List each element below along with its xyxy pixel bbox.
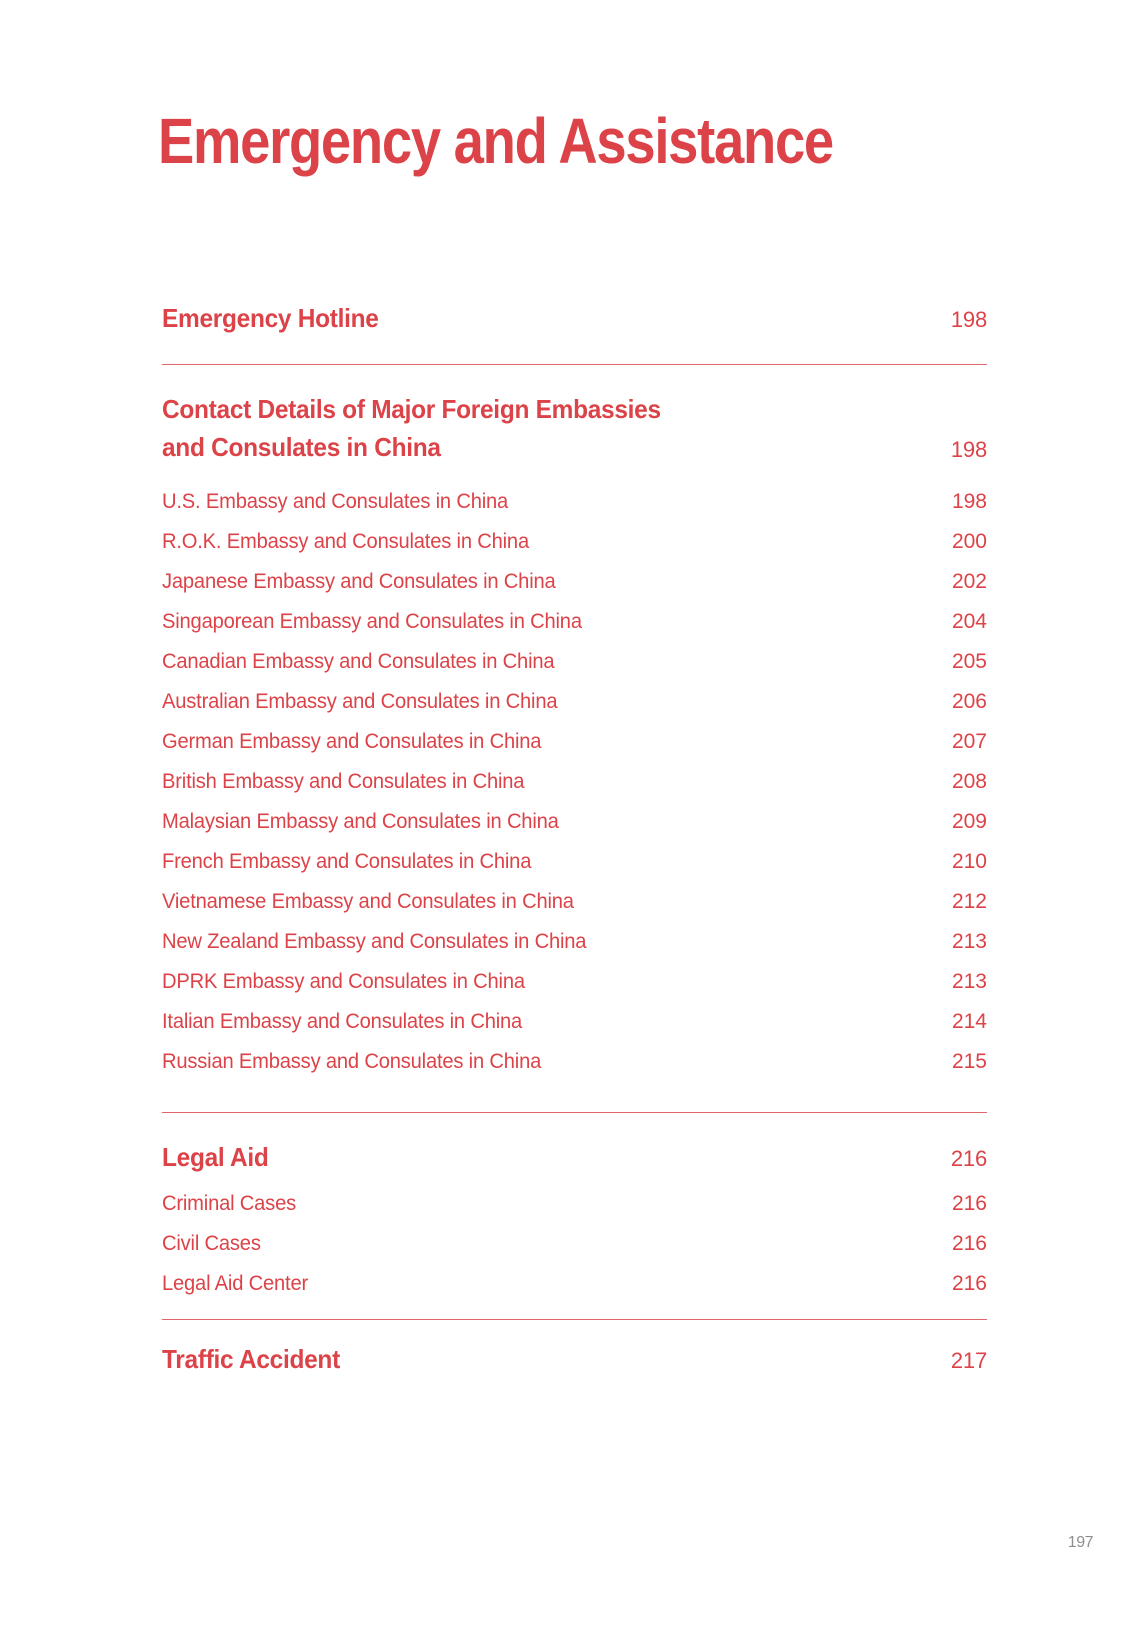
toc-entry-label: Canadian Embassy and Consulates in China: [162, 650, 555, 673]
toc-entry-page-number: 208: [951, 770, 987, 793]
toc-entry-label: Malaysian Embassy and Consulates in China: [162, 810, 559, 833]
toc-entry-page-number: 213: [951, 970, 987, 993]
toc-entry-british-embassy: [162, 770, 987, 794]
toc-entry-page-number: 215: [951, 1050, 987, 1073]
section-title: Legal Aid: [162, 1142, 269, 1172]
toc-section-traffic-accident: [162, 1344, 987, 1375]
section-page-number: 198: [950, 437, 987, 462]
toc-entry-label: German Embassy and Consulates in China: [162, 730, 542, 753]
toc-entry-label: Australian Embassy and Consulates in China: [162, 690, 558, 713]
toc-entry-page-number: 216: [951, 1232, 987, 1255]
toc-entry-label: Legal Aid Center: [162, 1272, 308, 1295]
toc-section-legal-aid: [162, 1142, 987, 1173]
section-page-number: 217: [950, 1348, 987, 1373]
toc-entry-us-embassy: [162, 490, 987, 514]
section-title: [162, 390, 661, 466]
divider-rule: [162, 1112, 987, 1113]
toc-entry-vietnamese-embassy: [162, 890, 987, 914]
toc-entry-page-number: 212: [951, 890, 987, 913]
toc-entry-page-number: 209: [951, 810, 987, 833]
toc-entry-page-number: 214: [951, 1010, 987, 1033]
toc-entry-singaporean-embassy: [162, 610, 987, 634]
toc-entry-page-number: 213: [951, 930, 987, 953]
toc-entry-page-number: 205: [951, 650, 987, 673]
section-title-line-1: Contact Details of Major Foreign Embassies: [162, 394, 661, 424]
toc-entry-label: Criminal Cases: [162, 1192, 296, 1215]
toc-entry-german-embassy: [162, 730, 987, 754]
section-title: Traffic Accident: [162, 1344, 340, 1374]
section-title-line-2: and Consulates in China: [162, 432, 441, 462]
toc-entry-page-number: 216: [951, 1272, 987, 1295]
toc-entry-malaysian-embassy: [162, 810, 987, 834]
toc-entry-label: Japanese Embassy and Consulates in China: [162, 570, 556, 593]
toc-entry-new-zealand-embassy: [162, 930, 987, 954]
toc-entry-label: Singaporean Embassy and Consulates in China: [162, 610, 582, 633]
toc-entry-page-number: 200: [951, 530, 987, 553]
page-title: Emergency and Assistance: [158, 105, 833, 177]
toc-entry-civil-cases: [162, 1232, 987, 1256]
toc-entry-label: Civil Cases: [162, 1232, 261, 1255]
toc-entry-label: R.O.K. Embassy and Consulates in China: [162, 530, 529, 553]
toc-entry-page-number: 204: [951, 610, 987, 633]
toc-section-contact-details: [162, 390, 987, 466]
toc-entry-rok-embassy: [162, 530, 987, 554]
section-title: Emergency Hotline: [162, 303, 379, 333]
toc-entry-label: Italian Embassy and Consulates in China: [162, 1010, 523, 1033]
page-folio-number: 197: [1067, 1534, 1093, 1551]
toc-entry-label: British Embassy and Consulates in China: [162, 770, 525, 793]
toc-entry-italian-embassy: [162, 1010, 987, 1034]
toc-entry-page-number: 207: [951, 730, 987, 753]
divider-rule: [162, 364, 987, 365]
toc-entry-dprk-embassy: [162, 970, 987, 994]
toc-entry-french-embassy: [162, 850, 987, 874]
toc-entry-japanese-embassy: [162, 570, 987, 594]
toc-entry-label: U.S. Embassy and Consulates in China: [162, 490, 509, 513]
divider-rule: [162, 1319, 987, 1320]
section-page-number: 216: [950, 1146, 987, 1171]
toc-entry-label: DPRK Embassy and Consulates in China: [162, 970, 525, 993]
toc-entry-canadian-embassy: [162, 650, 987, 674]
toc-entry-label: New Zealand Embassy and Consulates in China: [162, 930, 587, 953]
toc-entry-russian-embassy: [162, 1050, 987, 1074]
section-page-number: 198: [950, 307, 987, 332]
toc-entry-australian-embassy: [162, 690, 987, 714]
toc-entry-page-number: 210: [951, 850, 987, 873]
toc-entry-label: French Embassy and Consulates in China: [162, 850, 532, 873]
toc-entry-criminal-cases: [162, 1192, 987, 1216]
toc-entry-label: Russian Embassy and Consulates in China: [162, 1050, 542, 1073]
toc-entry-page-number: 198: [951, 490, 987, 513]
toc-entry-page-number: 216: [951, 1192, 987, 1215]
toc-entry-page-number: 202: [951, 570, 987, 593]
toc-section-emergency-hotline: [162, 303, 987, 334]
toc-entry-page-number: 206: [951, 690, 987, 713]
toc-entry-label: Vietnamese Embassy and Consulates in China: [162, 890, 574, 913]
toc-entry-legal-aid-center: [162, 1272, 987, 1296]
